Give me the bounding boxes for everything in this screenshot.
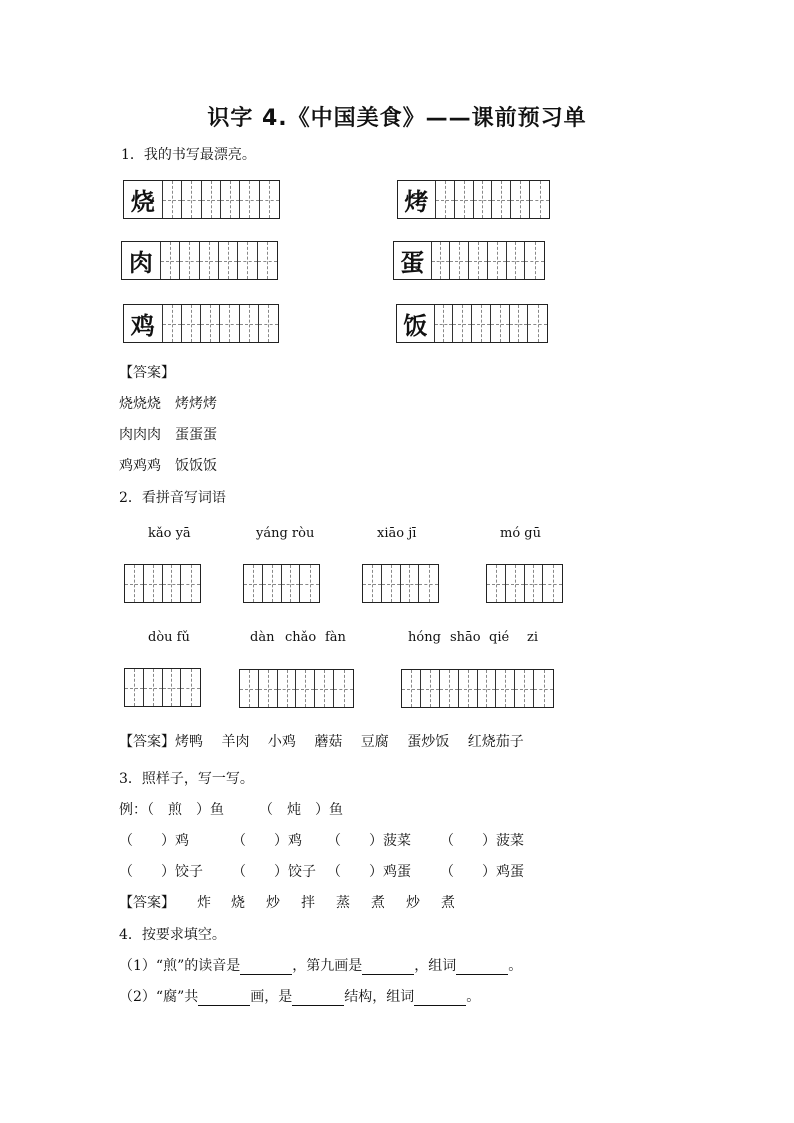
model-char: 蛋 <box>400 248 425 277</box>
fill-item: （ ）菠菜 <box>440 833 524 849</box>
answer-grid <box>243 564 320 603</box>
answer-word: 拌 <box>301 895 315 911</box>
answer-word: 炒 <box>266 895 280 911</box>
answer-label: 【答案】 <box>119 895 175 911</box>
answer-line: 【答案】烤鸭 羊肉 小鸡 蘑菇 豆腐 蛋炒饭 红烧茄子 <box>119 734 524 750</box>
fill-line-2: （2）“腐”共 画，是 结构，组词 。 <box>119 989 481 1005</box>
model-char: 烧 <box>130 187 155 216</box>
answer-line: 烧烧烧 烤烤烤 <box>119 396 217 412</box>
blank-line[interactable] <box>456 960 508 975</box>
model-char: 鸡 <box>130 311 155 340</box>
pinyin: shāo <box>450 630 481 645</box>
answer-word: 烧 <box>231 895 245 911</box>
answer-grid <box>401 669 554 708</box>
answer-grid <box>362 564 439 603</box>
answer-line: 鸡鸡鸡 饭饭饭 <box>119 458 217 474</box>
answer-label: 【答案】 <box>119 365 175 381</box>
blank-line[interactable] <box>292 991 344 1006</box>
blank-line[interactable] <box>414 991 466 1006</box>
pinyin: zi <box>527 630 539 645</box>
pinyin: fàn <box>325 630 346 645</box>
writing-grid-dan <box>393 241 545 280</box>
pinyin: qié <box>489 630 510 645</box>
question-4-heading: 4．按要求填空。 <box>119 927 226 943</box>
pinyin: yáng ròu <box>256 526 315 541</box>
pinyin: chǎo <box>285 630 317 645</box>
pinyin: xiāo jī <box>377 526 417 541</box>
example-line: 例：（ 煎 ）鱼 （ 炖 ）鱼 <box>119 802 343 818</box>
pinyin: hóng <box>408 630 441 645</box>
answer-line: 肉肉肉 蛋蛋蛋 <box>119 427 217 443</box>
page-title: 识字 4.《中国美食》——课前预习单 <box>207 106 587 131</box>
pinyin: kǎo yā <box>148 526 191 541</box>
answer-word: 炒 <box>406 895 420 911</box>
fill-item: （ ）饺子 <box>232 864 316 880</box>
fill-item: （ ）饺子 <box>119 864 203 880</box>
answer-grid <box>124 564 201 603</box>
answer-word: 炸 <box>197 895 211 911</box>
answer-word: 煮 <box>441 895 455 911</box>
fill-item: （ ）鸡 <box>119 833 189 849</box>
blank-line[interactable] <box>240 960 292 975</box>
answer-grid <box>124 668 201 707</box>
question-1-heading: 1．我的书写最漂亮。 <box>121 147 256 163</box>
blank-line[interactable] <box>198 991 250 1006</box>
writing-grid-kao <box>397 180 550 219</box>
answer-word: 蒸 <box>336 895 350 911</box>
answer-grid <box>486 564 563 603</box>
writing-grid-rou <box>121 241 278 280</box>
model-char: 烤 <box>404 187 429 216</box>
fill-item: （ ）鸡蛋 <box>327 864 411 880</box>
question-3-heading: 3．照样子，写一写。 <box>119 771 254 787</box>
answer-grid <box>239 669 354 708</box>
question-2-heading: 2．看拼音写词语 <box>119 490 226 506</box>
pinyin: mó gū <box>500 526 541 541</box>
model-char: 肉 <box>128 248 153 277</box>
pinyin: dòu fǔ <box>148 630 190 645</box>
writing-grid-ji <box>123 304 279 343</box>
answer-word: 煮 <box>371 895 385 911</box>
writing-grid-fan <box>396 304 548 343</box>
writing-grid-shao <box>123 180 280 219</box>
fill-line-1: （1）“煎”的读音是 ，第九画是 ，组词 。 <box>119 958 523 974</box>
model-char: 饭 <box>403 311 428 340</box>
fill-item: （ ）鸡蛋 <box>440 864 524 880</box>
pinyin: dàn <box>250 630 275 645</box>
fill-item: （ ）鸡 <box>232 833 302 849</box>
blank-line[interactable] <box>362 960 414 975</box>
fill-item: （ ）菠菜 <box>327 833 411 849</box>
